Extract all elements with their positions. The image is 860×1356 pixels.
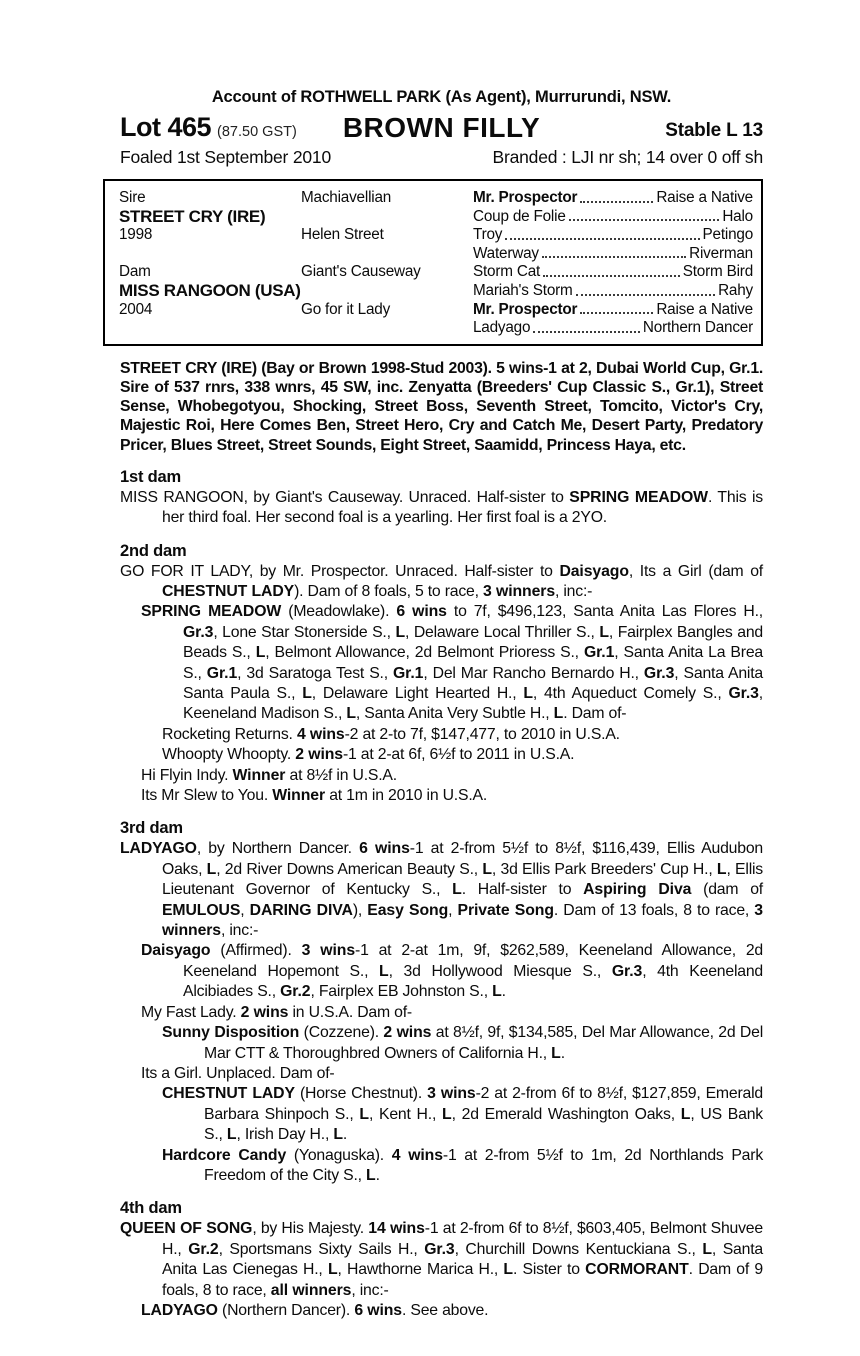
sire-dam: Helen Street (301, 226, 384, 244)
brand-info: Branded : LJI nr sh; 14 over 0 off sh (492, 147, 763, 167)
sire-year: 1998 (119, 226, 153, 244)
sire-name: STREET CRY (IRE) (119, 206, 266, 226)
sire-label: Sire (119, 189, 146, 206)
pedigree-paragraph: Daisyago (Affirmed). 3 wins-1 at 2-at 1m, 9f, $262,589, Keeneland Allowance, 2d Keeneland Hopemont S., L, 3d Hollywood Miesque S., Gr.3, 4th Keeneland Alcibiades S., Gr.2, Fairplex EB Johnston S., L. (141, 942, 764, 1001)
ancestor-name: Storm Bird (682, 263, 753, 281)
section-4th-dam (120, 1199, 763, 1321)
pedigree-table (103, 179, 763, 346)
page-title: BROWN FILLY (342, 112, 541, 143)
stable-label: Stable L 13 (665, 120, 763, 141)
spacer (119, 244, 301, 263)
dam-dam: Go for it Lady (301, 300, 391, 318)
section-3rd-dam (120, 819, 763, 1186)
dam-year: 2004 (119, 300, 153, 318)
pedigree-col-2 (301, 188, 473, 337)
spacer (301, 244, 473, 263)
dotted-leader (505, 238, 699, 240)
spacer (119, 318, 301, 337)
pedigree-paragraph: LADYAGO, by Northern Dancer. 6 wins-1 at 2-from 5½f to 8½f, $116,439, Ellis Audubon Oaks, L, 2d River Downs American Beauty S., L, 3d Ellis Park Breeders' Cup H., L, Ellis Lieutenant Governor of Kentucky S., L. Half-sister to Aspiring Diva (dam of EMULOUS, DARING DIVA), Easy Song, Private Song. Dam of 13 foals, 8 to race, 3 winners, inc:- (120, 840, 764, 940)
ancestor-name: Mr. Prospector (473, 300, 578, 318)
ancestor-name: Raise a Native (656, 189, 753, 206)
spacer (301, 318, 473, 337)
ancestor-name: Northern Dancer (642, 319, 753, 337)
ancestor-name: Coup de Folie (473, 207, 566, 225)
account-line: Account of ROTHWELL PARK (As Agent), Murrurundi, NSW. (211, 88, 672, 106)
ancestor-name: Petingo (702, 226, 753, 244)
pedigree-paragraph: CHESTNUT LADY (Horse Chestnut). 3 wins-2 at 2-from 6f to 8½f, $127,859, Emerald Barbara Shinpoch S., L, Kent H., L, 2d Emerald Washington Oaks, L, US Bank S., L, Irish Day H., L. (162, 1085, 764, 1144)
pedigree-paragraph: Its a Girl. Unplaced. Dam of- (141, 1064, 335, 1082)
pedigree-col-3 (473, 188, 753, 337)
spacer (301, 281, 473, 300)
page-content (120, 88, 763, 1321)
section-heading: 4th dam (120, 1199, 182, 1218)
ancestor-name: Halo (722, 207, 753, 225)
ancestor-row (473, 244, 753, 263)
pedigree-paragraph: Rocketing Returns. 4 wins-2 at 2-to 7f, $147,477, to 2010 in U.S.A. (162, 725, 620, 743)
pedigree-paragraph: Sunny Disposition (Cozzene). 2 wins at 8½f, 9f, $134,585, Del Mar Allowance, 2d Del Mar CTT & Thoroughbred Owners of California H., L. (162, 1024, 764, 1062)
ancestor-row (473, 188, 753, 207)
ancestor-name: Ladyago (473, 319, 531, 337)
ancestor-row (473, 225, 753, 244)
section-1st-dam (120, 468, 763, 529)
ancestor-name: Raise a Native (656, 300, 753, 318)
pedigree-paragraph: Hi Flyin Indy. Winner at 8½f in U.S.A. (141, 766, 397, 784)
pedigree-paragraph: Hardcore Candy (Yonaguska). 4 wins-1 at 2-from 5½f to 1m, 2d Northlands Park Freedom of the City S., L. (162, 1146, 764, 1184)
pedigree-paragraph: MISS RANGOON, by Giant's Causeway. Unraced. Half-sister to SPRING MEADOW. This is her third foal. Her second foal is a yearling. Her first foal is a 2YO. (120, 488, 763, 527)
ancestor-name: Riverman (689, 244, 753, 262)
lot-number: Lot 465 (120, 112, 212, 142)
pedigree-paragraph: LADYAGO (Northern Dancer). 6 wins. See above. (141, 1301, 489, 1319)
section-heading: 2nd dam (120, 541, 187, 560)
ancestor-row (473, 318, 753, 337)
ancestor-row (473, 207, 753, 226)
ancestor-name: Rahy (718, 281, 753, 299)
dotted-leader (533, 331, 640, 333)
dotted-leader (569, 219, 720, 221)
lot-header (120, 112, 763, 144)
gst-note: (87.50 GST) (217, 124, 297, 140)
pedigree-paragraph: Its Mr Slew to You. Winner at 1m in 2010 in U.S.A. (141, 787, 488, 805)
dotted-leader (576, 294, 716, 296)
section-heading: 1st dam (120, 467, 181, 486)
ancestor-row (473, 262, 753, 281)
dam-sire: Giant's Causeway (301, 263, 421, 281)
foaled-date: Foaled 1st September 2010 (120, 147, 331, 167)
pedigree-col-1 (119, 188, 301, 337)
dotted-leader (542, 256, 686, 258)
dam-name: MISS RANGOON (USA) (119, 280, 301, 300)
pedigree-paragraph: QUEEN OF SONG, by His Majesty. 14 wins-1 at 2-from 6f to 8½f, $603,405, Belmont Shuvee H., Gr.2, Sportsmans Sixty Sails H., Gr.3, Churchill Downs Kentuckiana S., L, Santa Anita Las Cienegas H., L, Hawthorne Marica H., L. Sister to CORMORANT. Dam of 9 foals, 8 to race, all winners, inc:- (120, 1220, 763, 1299)
ancestor-name: Mariah's Storm (473, 281, 573, 299)
dotted-leader (543, 275, 680, 277)
pedigree-paragraph: GO FOR IT LADY, by Mr. Prospector. Unraced. Half-sister to Daisyago, Its a Girl (dam of CHESTNUT LADY). Dam of 8 foals, 5 to race, 3 winners, inc:- (120, 562, 763, 600)
ancestor-row (473, 300, 753, 319)
dam-label: Dam (119, 263, 151, 281)
foal-brand-line (120, 147, 763, 168)
section-heading: 3rd dam (120, 819, 183, 838)
sire-record-blurb: STREET CRY (IRE) (Bay or Brown 1998-Stud 2003). 5 wins-1 at 2, Dubai World Cup, Gr.1. Sire of 537 rnrs, 338 wnrs, 45 SW, inc. Zenyatta (Breeders' Cup Classic S., Gr.1), Street Sense, Whobegotyou, Shocking, Street Boss, Seventh Street, Tomcito, Victor's Cry, Majestic Roi, Here Comes Ben, Street Hero, Cry and Catch Me, Desert Party, Predatory Pricer, Blues Street, Street Sounds, Eight Street, Saamidd, Princess Haya, etc. (120, 359, 763, 454)
pedigree-paragraph: Whoopty Whoopty. 2 wins-1 at 2-at 6f, 6½f to 2011 in U.S.A. (162, 746, 575, 764)
section-2nd-dam (120, 542, 763, 807)
ancestor-name: Storm Cat (473, 263, 541, 281)
dotted-leader (580, 312, 653, 314)
pedigree-paragraph: SPRING MEADOW (Meadowlake). 6 wins to 7f, $496,123, Santa Anita Las Flores H., Gr.3, Lone Star Stonerside S., L, Delaware Local Thriller S., L, Fairplex Bangles and Beads S., L, Belmont Allowance, 2d Belmont Prioress S., Gr.1, Santa Anita La Brea S., Gr.1, 3d Saratoga Test S., Gr.1, Del Mar Rancho Bernardo H., Gr.3, Santa Anita Santa Paula S., L, Delaware Light Hearted H., L, 4th Aqueduct Comely S., Gr.3, Keeneland Madison S., L, Santa Anita Very Subtle H., L. Dam of- (141, 603, 764, 723)
ancestor-name: Mr. Prospector (473, 189, 578, 206)
sire-sire: Machiavellian (301, 189, 392, 206)
ancestor-name: Troy (473, 226, 503, 244)
ancestor-row (473, 281, 753, 300)
ancestor-name: Waterway (473, 244, 539, 262)
pedigree-paragraph: My Fast Lady. 2 wins in U.S.A. Dam of- (141, 1003, 412, 1021)
dotted-leader (580, 201, 653, 203)
spacer (301, 207, 473, 226)
